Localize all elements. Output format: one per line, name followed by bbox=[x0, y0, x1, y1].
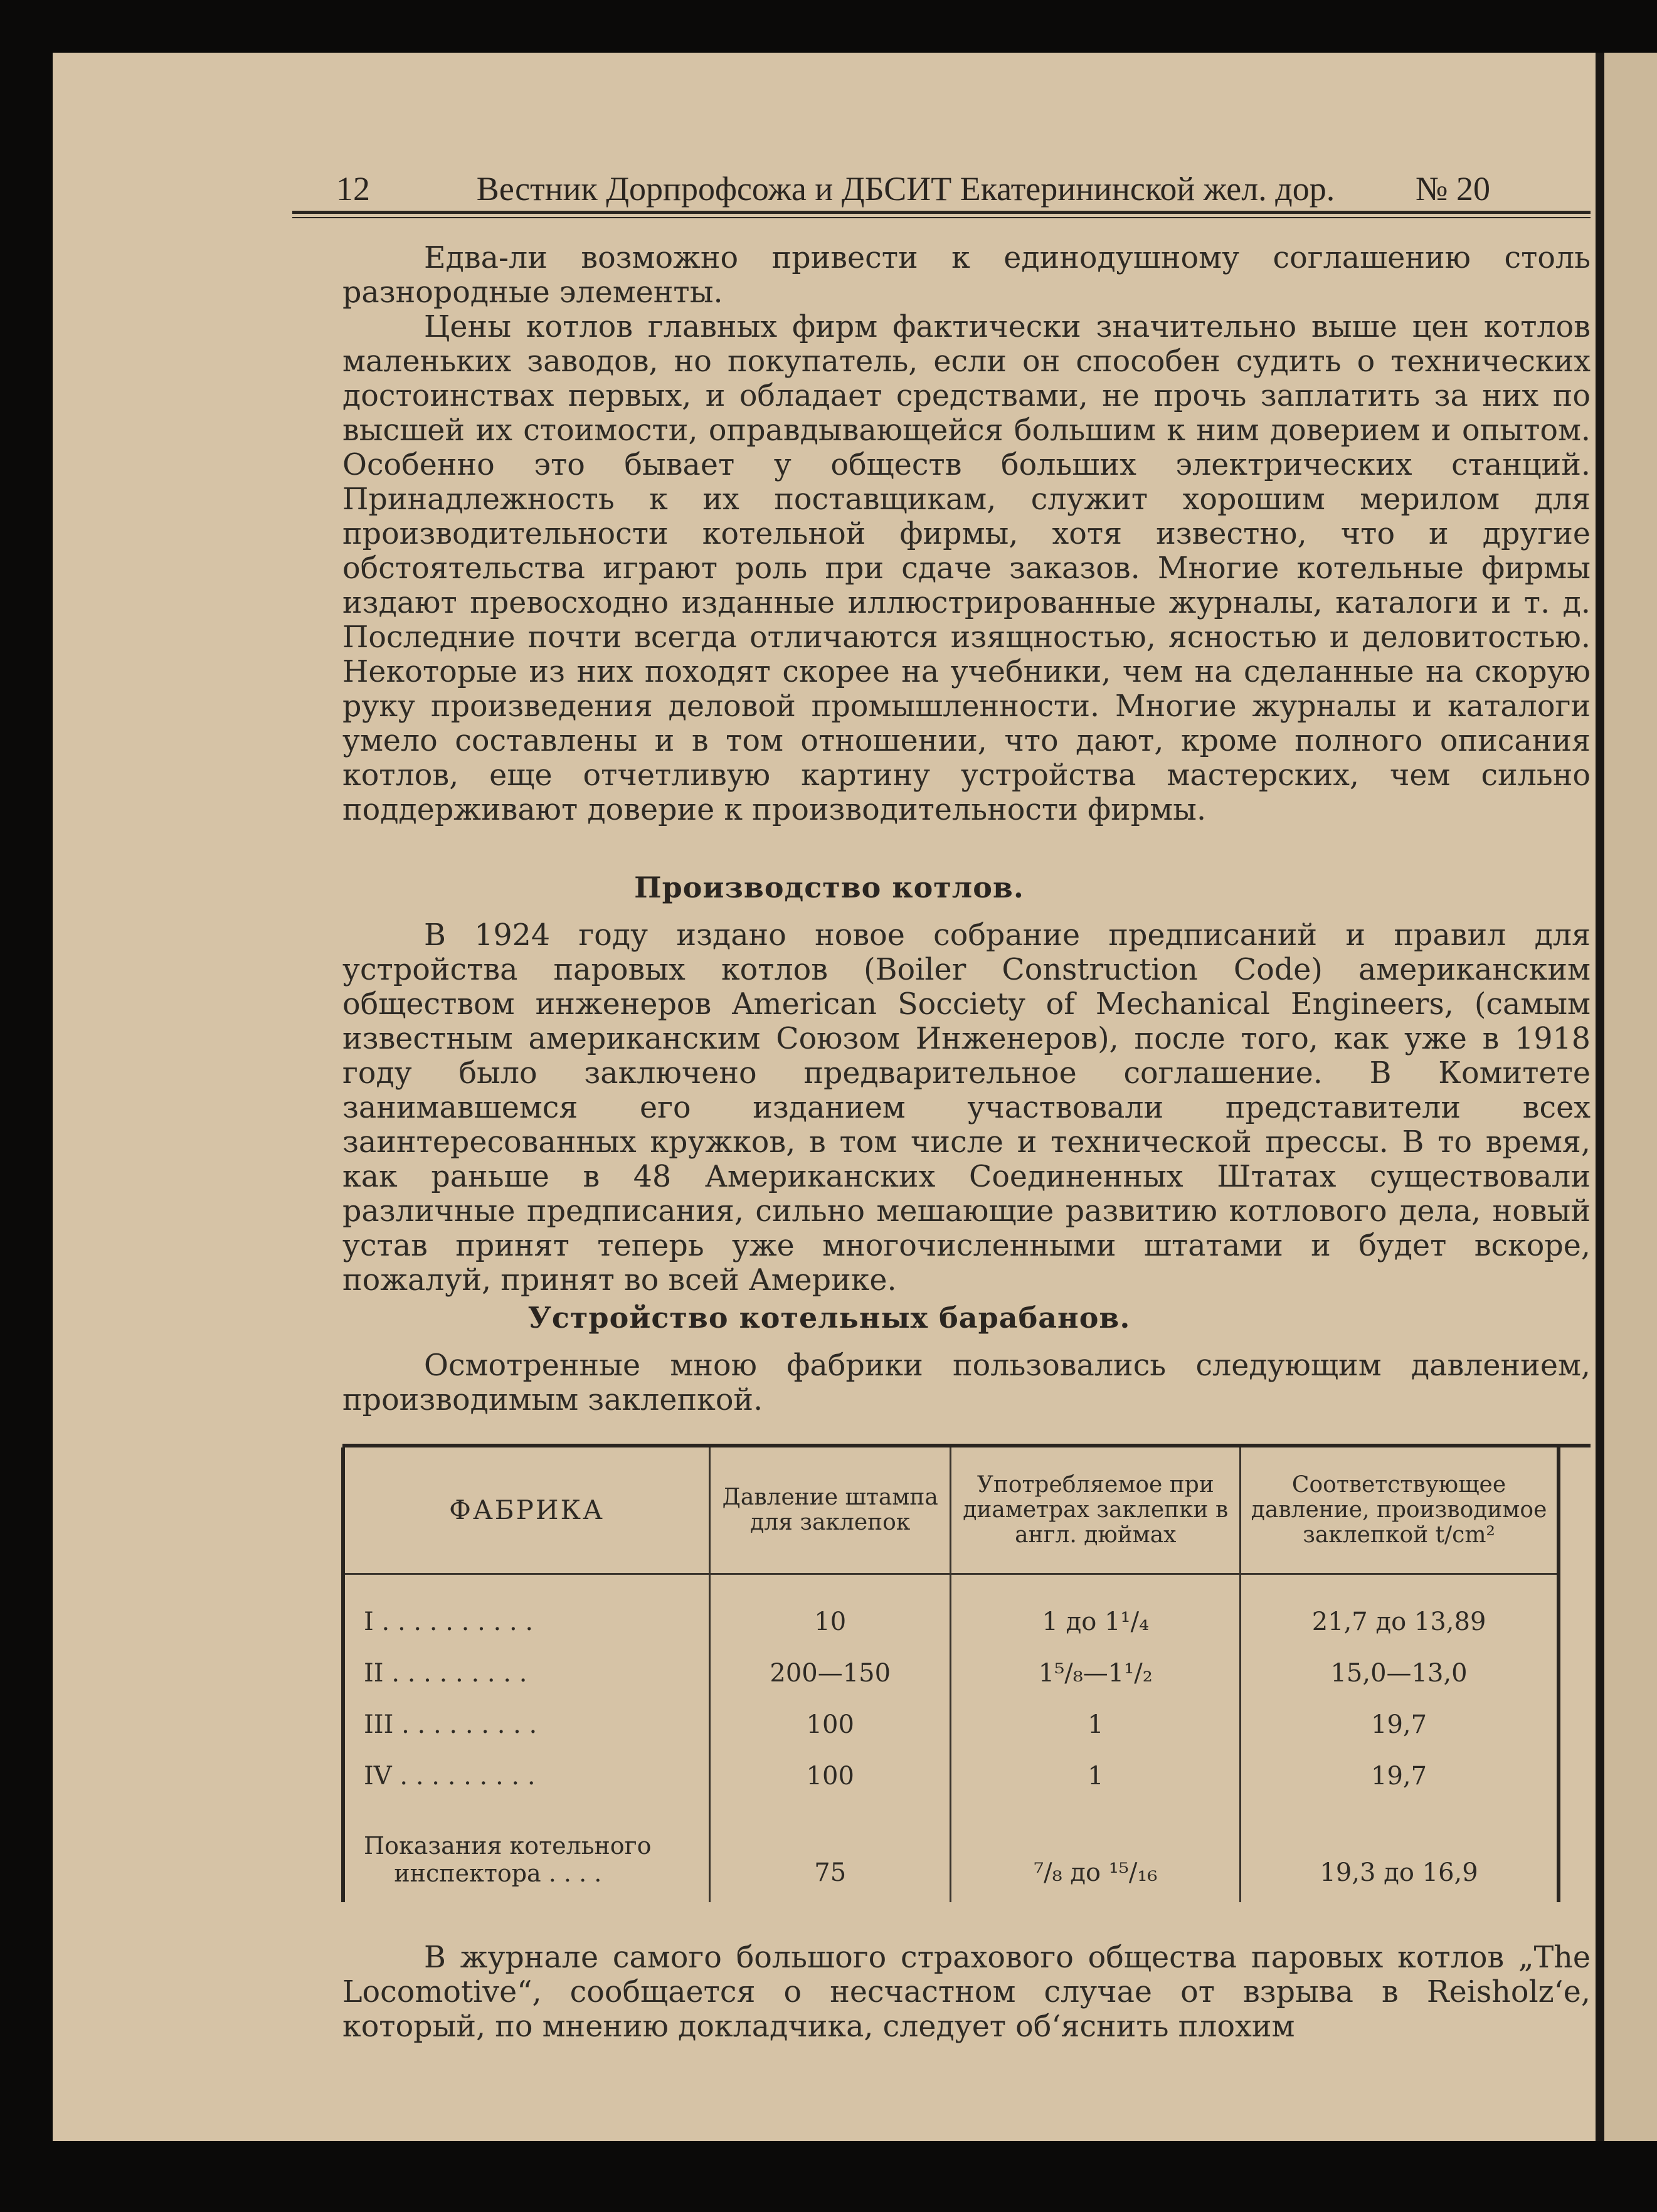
cell-diameter: 1 bbox=[951, 1750, 1241, 1802]
table-row bbox=[343, 1596, 1559, 1648]
paragraph-5: В журнале самого большого страхового общества паровых котлов „The Locomotive“, сообщается о несчастном случае от взрыва в Reisholz‘е, который, по мнению докладчика, следует об‘яснить плохим bbox=[342, 1940, 1591, 2044]
row-label: Показания котельного инспектора . . . . bbox=[343, 1802, 709, 1902]
paragraph-4: Осмотренные мною фабрики пользовались следующим давлением, производимым заклепкой. bbox=[342, 1348, 1591, 1417]
cell-pressure: 10 bbox=[709, 1596, 951, 1648]
cell-diameter: 1⁵/₈—1¹/₂ bbox=[951, 1648, 1241, 1699]
journal-title: Вестник Дорпрофсожа и ДБСИТ Екатерининской жел. дор. bbox=[476, 170, 1335, 208]
cell-result: 19,7 bbox=[1241, 1750, 1559, 1802]
paragraph-1: Едва-ли возможно привести к единодушному соглашению столь разнородные элементы. bbox=[342, 241, 1591, 310]
table-row bbox=[343, 1802, 1559, 1902]
cell-pressure: 100 bbox=[709, 1750, 951, 1802]
header-separator bbox=[343, 1574, 1559, 1597]
table-row bbox=[343, 1750, 1559, 1802]
cell-result: 15,0—13,0 bbox=[1241, 1648, 1559, 1699]
cell-diameter: 1 до 1¹/₄ bbox=[951, 1596, 1241, 1648]
cell-pressure: 100 bbox=[709, 1699, 951, 1750]
adjacent-page-edge bbox=[1604, 53, 1657, 2141]
rivet-pressure-table bbox=[341, 1447, 1560, 1902]
paragraph-3: В 1924 году издано новое собрание предписаний и правил для устройства паровых котлов (Boiler Construction Code) американским обществом инженеров American Socciety of Mechanical Engineers, (самым известным американским Союзом Инженеров), после того, как уже в 1918 году было заключено предварительное соглашение. В Комитете занимавшемся его изданием участвовали представители всех заинтересованных кружков, в том числе и технической прессы. В то время, как раньше в 48 Американских Соединенных Штатах существовали различные предписания, сильно мешающие развитию котлового дела, новый устав принят теперь уже многочисленными штатами и будет вскоре, пожалуй, принят во всей Америке. bbox=[342, 918, 1591, 1298]
cell-diameter: ⁷/₈ до ¹⁵/₁₆ bbox=[951, 1802, 1241, 1902]
issue-number: № 20 bbox=[1416, 170, 1491, 208]
cell-diameter: 1 bbox=[951, 1699, 1241, 1750]
paragraph-2: Цены котлов главных фирм фактически значительно выше цен котлов маленьких заводов, но покупатель, если он способен судить о технических достоинствах первых, и обладает средствами, не прочь заплатить за них по высшей их стоимости, оправдывающейся большим к ним доверием и опытом. Особенно это бывает у обществ больших электрических станций. Принадлежность к их поставщикам, служит хорошим мерилом для производительности котельной фирмы, хотя известно, что и другие обстоятельства играют роль при сдаче заказов. Многие котельные фирмы издают превосходно изданные иллюстрированные журналы, каталоги и т. д. Последние почти всегда отличаются изящностью, ясностью и деловитостью. Некоторые из них походят скорее на учебники, чем на сделанные на скорую руку произведения деловой промышленности. Многие журналы и каталоги умело составлены и в том отношении, что дают, кроме полного описания котлов, еще отчетливую картину устройства мастерских, чем сильно поддерживают доверие к производительности фирмы. bbox=[342, 310, 1591, 827]
cell-pressure: 75 bbox=[709, 1802, 951, 1902]
table-header-row bbox=[343, 1447, 1559, 1574]
row-label: I . . . . . . . . . . bbox=[343, 1596, 709, 1648]
cell-result: 19,3 до 16,9 bbox=[1241, 1802, 1559, 1902]
page-spine bbox=[1596, 53, 1604, 2141]
header-rule-bottom bbox=[292, 217, 1591, 218]
page-number: 12 bbox=[336, 170, 370, 208]
section-heading-1: Производство котлов. bbox=[634, 871, 1024, 904]
cell-result: 21,7 до 13,89 bbox=[1241, 1596, 1559, 1648]
row-label: II . . . . . . . . . bbox=[343, 1648, 709, 1699]
column-header-stamp-pressure: Давление штампа для заклепок bbox=[709, 1447, 951, 1574]
header-rule-top bbox=[292, 211, 1591, 214]
row-label: III . . . . . . . . . bbox=[343, 1699, 709, 1750]
document-page bbox=[53, 53, 1606, 2141]
column-header-factory: ФАБРИКА bbox=[343, 1447, 709, 1574]
table-row bbox=[343, 1699, 1559, 1750]
cell-result: 19,7 bbox=[1241, 1699, 1559, 1750]
cell-pressure: 200—150 bbox=[709, 1648, 951, 1699]
table-row bbox=[343, 1648, 1559, 1699]
row-label: IV . . . . . . . . . bbox=[343, 1750, 709, 1802]
column-header-resulting-pressure: Соответствующее давление, производимое заклепкой t/cm² bbox=[1241, 1447, 1559, 1574]
section-heading-2: Устройство котельных барабанов. bbox=[527, 1301, 1131, 1335]
column-header-rivet-diameter: Употребляемое при диаметрах заклепки в англ. дюймах bbox=[951, 1447, 1241, 1574]
